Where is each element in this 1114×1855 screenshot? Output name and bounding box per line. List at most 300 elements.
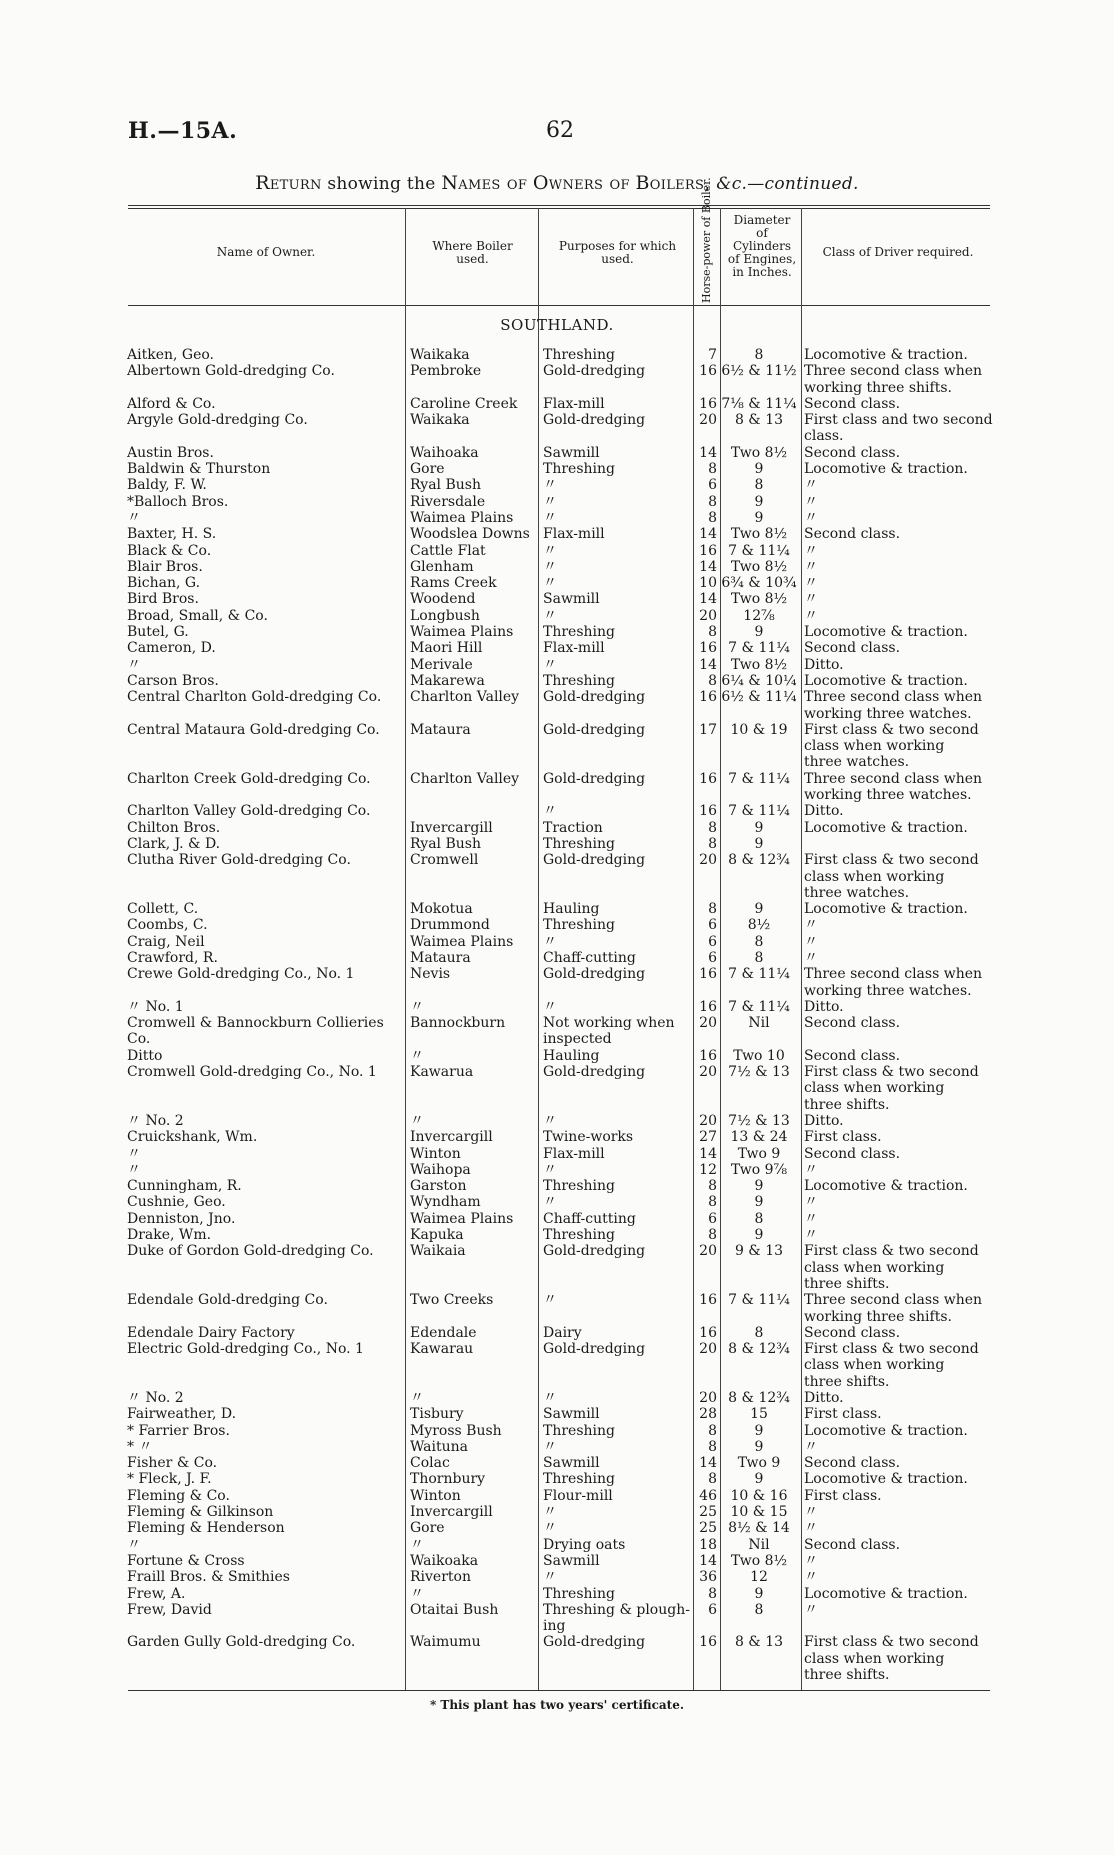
- table-row: [0, 608, 1114, 624]
- boiler-location: Ryal Bush: [410, 477, 481, 494]
- boiler-purpose: Gold-dredging: [543, 1064, 646, 1081]
- horse-power: 14: [699, 1145, 717, 1162]
- boiler-purpose: Gold-dredging: [543, 689, 646, 706]
- driver-class: Locomotive & traction.: [804, 819, 968, 836]
- owner-name: Baldy, F. W.: [127, 477, 207, 494]
- table-row: [0, 803, 1114, 819]
- cylinder-diameter: 9: [754, 461, 764, 478]
- driver-class: First class & two second: [804, 1243, 979, 1260]
- table-row: [0, 640, 1114, 656]
- horse-power: 16: [699, 1324, 717, 1341]
- table-row: [0, 1146, 1114, 1162]
- table-row: [0, 445, 1114, 461]
- boiler-purpose: 〃: [543, 509, 557, 526]
- boiler-purpose: Hauling: [543, 1047, 600, 1064]
- driver-class: Ditto.: [804, 1112, 844, 1129]
- boiler-location: Waikaia: [410, 1243, 466, 1260]
- driver-class: First class.: [804, 1406, 882, 1423]
- cylinder-diameter: Two 8½: [730, 1552, 788, 1569]
- boiler-purpose: Gold-dredging: [543, 1243, 646, 1260]
- table-row: [0, 934, 1114, 950]
- horse-power: 8: [708, 624, 717, 641]
- cylinder-diameter: 7 & 11¼: [728, 1292, 790, 1309]
- owner-name: 〃: [127, 1145, 141, 1162]
- boiler-location: Winton: [410, 1487, 461, 1504]
- driver-class: 〃: [804, 1194, 818, 1211]
- boiler-purpose: Sawmill: [543, 1406, 600, 1423]
- boiler-location: Pembroke: [410, 363, 482, 380]
- boiler-location: Woodend: [410, 591, 476, 608]
- title-return: Return: [255, 172, 322, 194]
- owner-name: Clutha River Gold-dredging Co.: [127, 852, 351, 869]
- boiler-location: Winton: [410, 1145, 461, 1162]
- cylinder-diameter: 8 & 12¾: [728, 1341, 790, 1358]
- boiler-purpose: Flour-mill: [543, 1487, 613, 1504]
- boiler-purpose: 〃: [543, 1438, 557, 1455]
- cylinder-diameter: Two 9⅞: [730, 1161, 788, 1178]
- horse-power: 16: [699, 363, 717, 380]
- boiler-purpose: 〃: [543, 1520, 557, 1537]
- driver-class: 〃: [804, 949, 818, 966]
- boiler-purpose: Threshing: [543, 461, 615, 478]
- driver-class: 〃: [804, 607, 818, 624]
- owner-name: Cameron, D.: [127, 640, 216, 657]
- boiler-location: Cromwell: [410, 852, 479, 869]
- horse-power: 20: [699, 1243, 717, 1260]
- table-row: [0, 428, 1114, 444]
- table-row: [0, 624, 1114, 640]
- cylinder-diameter: Two 8½: [730, 656, 788, 673]
- table-row: [0, 1292, 1114, 1308]
- driver-class: Locomotive & traction.: [804, 1471, 968, 1488]
- cylinder-diameter: Two 8½: [730, 591, 788, 608]
- boiler-location: Invercargill: [410, 819, 493, 836]
- boiler-purpose: 〃: [543, 1390, 557, 1406]
- boiler-location: Garston: [410, 1178, 467, 1195]
- boiler-location: 〃: [410, 1390, 424, 1406]
- boiler-purpose: Threshing: [543, 1178, 615, 1195]
- cylinder-diameter: 12⅞: [743, 607, 775, 624]
- table-row: [0, 477, 1114, 493]
- owner-name: Chilton Bros.: [127, 819, 221, 836]
- boiler-purpose: Threshing: [543, 1585, 615, 1602]
- horse-power: 16: [699, 689, 717, 706]
- boiler-location: Kawarau: [410, 1341, 474, 1358]
- owner-name: Central Charlton Gold-dredging Co.: [127, 689, 382, 706]
- cylinder-diameter: 9: [754, 624, 764, 641]
- table-row: [0, 673, 1114, 689]
- owner-name: Cushnie, Geo.: [127, 1194, 226, 1211]
- boiler-purpose: 〃: [543, 575, 557, 592]
- horse-power: 18: [699, 1536, 717, 1553]
- driver-class: First class.: [804, 1129, 882, 1146]
- owner-name: Electric Gold-dredging Co., No. 1: [127, 1341, 364, 1358]
- table-row: [0, 1553, 1114, 1569]
- table-row: [0, 1015, 1114, 1031]
- cylinder-diameter: 6¼ & 10¼: [721, 672, 797, 689]
- top-rule: [128, 205, 990, 206]
- horse-power: 16: [699, 542, 717, 559]
- boiler-location: Makarewa: [410, 672, 485, 689]
- driver-class: Locomotive & traction.: [804, 1422, 968, 1439]
- cylinder-diameter: 6½ & 11½: [721, 363, 797, 380]
- table-row: [0, 689, 1114, 705]
- cylinder-diameter: 9: [754, 509, 764, 526]
- owner-name: Frew, David: [127, 1601, 212, 1618]
- table-row: [0, 1097, 1114, 1113]
- cylinder-diameter: 9: [754, 1585, 764, 1602]
- horse-power: 8: [708, 1194, 717, 1211]
- table-row: [0, 1651, 1114, 1667]
- cylinder-diameter: 8: [754, 933, 764, 950]
- boiler-location: Myross Bush: [410, 1422, 502, 1439]
- table-row: [0, 1357, 1114, 1373]
- cylinder-diameter: 9 & 13: [734, 1243, 784, 1260]
- horse-power: 6: [708, 1210, 717, 1227]
- table-row: [0, 1618, 1114, 1634]
- horse-power: 28: [699, 1406, 717, 1423]
- driver-class: 〃: [804, 1569, 818, 1586]
- driver-class: Three second class when: [804, 363, 983, 380]
- boiler-location: 〃: [410, 1047, 424, 1064]
- driver-class: Ditto.: [804, 656, 844, 673]
- driver-class: Three second class when: [804, 770, 983, 787]
- boiler-purpose: Dairy: [543, 1324, 582, 1341]
- owner-name: Ditto: [127, 1047, 163, 1064]
- owner-name: Baxter, H. S.: [127, 526, 217, 543]
- driver-class: Locomotive & traction.: [804, 672, 968, 689]
- table-row: [0, 1520, 1114, 1536]
- driver-class: Locomotive & traction.: [804, 624, 968, 641]
- table-row: [0, 1634, 1114, 1650]
- horse-power: 6: [708, 917, 717, 934]
- owner-name: Cromwell Gold-dredging Co., No. 1: [127, 1064, 377, 1081]
- driver-class: Second class.: [804, 444, 901, 461]
- cylinder-diameter: 9: [754, 1422, 764, 1439]
- horse-power: 8: [708, 461, 717, 478]
- driver-class: three shifts.: [804, 1373, 890, 1390]
- owner-name: Coombs, C.: [127, 917, 208, 934]
- boiler-location: Maori Hill: [410, 640, 483, 657]
- cylinder-diameter: Two 8½: [730, 444, 788, 461]
- owner-name: Cunningham, R.: [127, 1178, 242, 1195]
- boiler-location: 〃: [410, 1536, 424, 1553]
- cylinder-diameter: 7½ & 13: [728, 1064, 790, 1081]
- cylinder-diameter: Nil: [748, 1536, 770, 1553]
- boiler-purpose: Threshing: [543, 835, 615, 852]
- table-row: [0, 1064, 1114, 1080]
- owner-name: 〃 No. 1: [127, 998, 184, 1015]
- boiler-location: Waimea Plains: [410, 509, 514, 526]
- driver-class: 〃: [804, 575, 818, 592]
- boiler-location: Waimea Plains: [410, 933, 514, 950]
- table-row: [0, 1211, 1114, 1227]
- table-row: [0, 1423, 1114, 1439]
- boiler-purpose: Gold-dredging: [543, 852, 646, 869]
- owner-name: Central Mataura Gold-dredging Co.: [127, 721, 380, 738]
- boiler-location: 〃: [410, 1112, 424, 1129]
- driver-class: 〃: [804, 477, 818, 494]
- owner-name: Crawford, R.: [127, 949, 218, 966]
- horse-power: 20: [699, 607, 717, 624]
- cylinder-diameter: Nil: [748, 1015, 770, 1032]
- boiler-purpose: Gold-dredging: [543, 1634, 646, 1651]
- table-row: [0, 1162, 1114, 1178]
- boiler-location: Kapuka: [410, 1227, 464, 1244]
- driver-class: Second class.: [804, 1047, 901, 1064]
- boiler-location: Riversdale: [410, 493, 486, 510]
- boiler-location: Kawarua: [410, 1064, 474, 1081]
- boiler-purpose: Threshing: [543, 672, 615, 689]
- driver-class: Second class.: [804, 1145, 901, 1162]
- owner-name: Alford & Co.: [127, 395, 216, 412]
- boiler-location: Gore: [410, 1520, 445, 1537]
- cylinder-diameter: 8 & 12¾: [728, 852, 790, 869]
- owner-name: Fleming & Henderson: [127, 1520, 285, 1537]
- cylinder-diameter: 7 & 11¼: [728, 770, 790, 787]
- driver-class: 〃: [804, 933, 818, 950]
- cylinder-diameter: 9: [754, 1227, 764, 1244]
- table-row: [0, 950, 1114, 966]
- horse-power: 36: [699, 1569, 717, 1586]
- cylinder-diameter: 8: [754, 347, 764, 363]
- boiler-purpose: Gold-dredging: [543, 412, 646, 429]
- owner-name: Garden Gully Gold-dredging Co.: [127, 1634, 356, 1651]
- horse-power: 25: [699, 1520, 717, 1537]
- driver-class: First class & two second: [804, 1634, 979, 1651]
- owner-name: Edendale Dairy Factory: [127, 1324, 295, 1341]
- boiler-purpose: 〃: [543, 493, 557, 510]
- cylinder-diameter: 6½ & 11¼: [721, 689, 797, 706]
- horse-power: 6: [708, 1601, 717, 1618]
- boiler-location: Waikaka: [410, 347, 470, 363]
- horse-power: 8: [708, 835, 717, 852]
- horse-power: 8: [708, 1422, 717, 1439]
- boiler-location: Wyndham: [410, 1194, 481, 1211]
- boiler-location: Waimumu: [410, 1634, 481, 1651]
- owner-name: Collett, C.: [127, 901, 199, 918]
- driver-class: Second class.: [804, 1536, 901, 1553]
- driver-class: Ditto.: [804, 998, 844, 1015]
- owner-name: Bird Bros.: [127, 591, 199, 608]
- driver-class: Second class.: [804, 395, 901, 412]
- col-header-class: Class of Driver required.: [822, 245, 974, 259]
- horse-power: 16: [699, 998, 717, 1015]
- title-owners: Owners of: [532, 172, 630, 194]
- boiler-purpose: Sawmill: [543, 1552, 600, 1569]
- owner-name: Bichan, G.: [127, 575, 201, 592]
- boiler-purpose: Hauling: [543, 901, 600, 918]
- boiler-location: Charlton Valley: [410, 770, 520, 787]
- table-row: [0, 1569, 1114, 1585]
- boiler-location: Edendale: [410, 1324, 477, 1341]
- title-boilers: Boilers,: [635, 172, 711, 194]
- driver-class: 〃: [804, 1438, 818, 1455]
- boiler-purpose: 〃: [543, 558, 557, 575]
- table-row: [0, 1129, 1114, 1145]
- cylinder-diameter: 8 & 13: [734, 1634, 784, 1651]
- horse-power: 46: [699, 1487, 717, 1504]
- table-row: [0, 787, 1114, 803]
- cylinder-diameter: Two 9: [737, 1455, 781, 1472]
- owner-name: Crewe Gold-dredging Co., No. 1: [127, 966, 355, 983]
- owner-name: Fortune & Cross: [127, 1552, 245, 1569]
- driver-class: 〃: [804, 1552, 818, 1569]
- horse-power: 8: [708, 1178, 717, 1195]
- driver-class: working three watches.: [804, 787, 972, 804]
- table-row: [0, 917, 1114, 933]
- driver-class: 〃: [804, 1210, 818, 1227]
- top-rule-2: [128, 208, 990, 209]
- cylinder-diameter: 8 & 13: [734, 412, 784, 429]
- boiler-purpose: Flax-mill: [543, 1145, 605, 1162]
- boiler-purpose: Threshing & plough-: [543, 1601, 690, 1618]
- table-row: [0, 1455, 1114, 1471]
- table-row: [0, 1178, 1114, 1194]
- boiler-purpose: Threshing: [543, 1471, 615, 1488]
- owner-name: Fairweather, D.: [127, 1406, 237, 1423]
- boiler-purpose: Gold-dredging: [543, 1341, 646, 1358]
- table-row: [0, 1227, 1114, 1243]
- boiler-purpose: 〃: [543, 1161, 557, 1178]
- boiler-purpose: 〃: [543, 607, 557, 624]
- table-row: [0, 1080, 1114, 1096]
- boiler-location: Bannockburn: [410, 1015, 506, 1032]
- driver-class: class when working: [804, 1357, 945, 1374]
- horse-power: 8: [708, 901, 717, 918]
- col-header-cylinders: Diameter of Cylinders of Engines, in Inches.: [727, 213, 797, 279]
- driver-class: class.: [804, 428, 844, 445]
- cylinder-diameter: 8 & 12¾: [728, 1390, 790, 1406]
- horse-power: 6: [708, 477, 717, 494]
- boiler-purpose: Flax-mill: [543, 640, 605, 657]
- driver-class: class when working: [804, 738, 945, 755]
- boiler-purpose: 〃: [543, 1292, 557, 1309]
- table-row: [0, 771, 1114, 787]
- owner-name: Denniston, Jno.: [127, 1210, 236, 1227]
- boiler-purpose: Flax-mill: [543, 395, 605, 412]
- cylinder-diameter: 8: [754, 477, 764, 494]
- boiler-location: Riverton: [410, 1569, 471, 1586]
- cylinder-diameter: 9: [754, 1471, 764, 1488]
- boiler-purpose: Flax-mill: [543, 526, 605, 543]
- horse-power: 8: [708, 493, 717, 510]
- table-row: [0, 1341, 1114, 1357]
- boiler-location: Rams Creek: [410, 575, 497, 592]
- table-row: [0, 363, 1114, 379]
- driver-class: Locomotive & traction.: [804, 347, 968, 363]
- header-bottom-rule: [128, 305, 990, 306]
- driver-class: 〃: [804, 1227, 818, 1244]
- horse-power: 14: [699, 1552, 717, 1569]
- horse-power: 20: [699, 1112, 717, 1129]
- owner-name: 〃: [127, 1536, 141, 1553]
- cylinder-diameter: 10 & 15: [730, 1504, 788, 1521]
- driver-class: three shifts.: [804, 1275, 890, 1292]
- cylinder-diameter: 8½: [747, 917, 771, 934]
- horse-power: 25: [699, 1504, 717, 1521]
- boiler-purpose: 〃: [543, 1504, 557, 1521]
- boiler-location: Cattle Flat: [410, 542, 486, 559]
- driver-class: class when working: [804, 1080, 945, 1097]
- owner-name: Black & Co.: [127, 542, 212, 559]
- horse-power: 16: [699, 1292, 717, 1309]
- horse-power: 14: [699, 656, 717, 673]
- table-row: [0, 380, 1114, 396]
- driver-class: class when working: [804, 1650, 945, 1667]
- boiler-purpose: ing: [543, 1618, 566, 1635]
- horse-power: 16: [699, 1047, 717, 1064]
- boiler-purpose: 〃: [543, 803, 557, 820]
- driver-class: 〃: [804, 1520, 818, 1537]
- boiler-location: Two Creeks: [410, 1292, 494, 1309]
- boiler-purpose: Gold-dredging: [543, 966, 646, 983]
- horse-power: 16: [699, 640, 717, 657]
- table-row: [0, 1667, 1114, 1683]
- owner-name: Cruickshank, Wm.: [127, 1129, 258, 1146]
- driver-class: three watches.: [804, 754, 910, 771]
- table-row: [0, 852, 1114, 868]
- driver-class: 〃: [804, 558, 818, 575]
- driver-class: Locomotive & traction.: [804, 1178, 968, 1195]
- horse-power: 7: [708, 347, 717, 363]
- horse-power: 27: [699, 1129, 717, 1146]
- table-row: [0, 1048, 1114, 1064]
- table-row: [0, 722, 1114, 738]
- boiler-purpose: Chaff-cutting: [543, 949, 636, 966]
- owner-name: Edendale Gold-dredging Co.: [127, 1292, 328, 1309]
- table-row: [0, 1260, 1114, 1276]
- boiler-location: Woodslea Downs: [410, 526, 530, 543]
- table-row: [0, 494, 1114, 510]
- table-row: [0, 706, 1114, 722]
- owner-name: * Fleck, J. F.: [127, 1471, 212, 1488]
- cylinder-diameter: Two 10: [733, 1047, 785, 1064]
- table-bottom-rule: [128, 1690, 990, 1691]
- driver-class: 〃: [804, 493, 818, 510]
- table-row: [0, 1325, 1114, 1341]
- boiler-purpose: Sawmill: [543, 444, 600, 461]
- driver-class: 〃: [804, 591, 818, 608]
- driver-class: Second class.: [804, 640, 901, 657]
- owner-name: Broad, Small, & Co.: [127, 607, 268, 624]
- owner-name: Fraill Bros. & Smithies: [127, 1569, 290, 1586]
- owner-name: Charlton Creek Gold-dredging Co.: [127, 770, 371, 787]
- owner-name: Drake, Wm.: [127, 1227, 212, 1244]
- cylinder-diameter: 8: [754, 1601, 764, 1618]
- owner-name: Albertown Gold-dredging Co.: [127, 363, 335, 380]
- owner-name: Duke of Gordon Gold-dredging Co.: [127, 1243, 374, 1260]
- driver-class: working three watches.: [804, 705, 972, 722]
- boiler-purpose: 〃: [543, 542, 557, 559]
- driver-class: 〃: [804, 1601, 818, 1618]
- boiler-table-body: [0, 347, 1114, 1683]
- cylinder-diameter: 13 & 24: [730, 1129, 788, 1146]
- boiler-location: Waimea Plains: [410, 624, 514, 641]
- table-row: [0, 1537, 1114, 1553]
- table-row: [0, 1586, 1114, 1602]
- boiler-location: Invercargill: [410, 1129, 493, 1146]
- boiler-purpose: 〃: [543, 998, 557, 1015]
- table-row: [0, 901, 1114, 917]
- driver-class: Ditto.: [804, 1390, 844, 1406]
- cylinder-diameter: 7 & 11¼: [728, 542, 790, 559]
- horse-power: 10: [699, 575, 717, 592]
- driver-class: First class & two second: [804, 721, 979, 738]
- boiler-purpose: Sawmill: [543, 1455, 600, 1472]
- table-row: [0, 526, 1114, 542]
- table-row: [0, 999, 1114, 1015]
